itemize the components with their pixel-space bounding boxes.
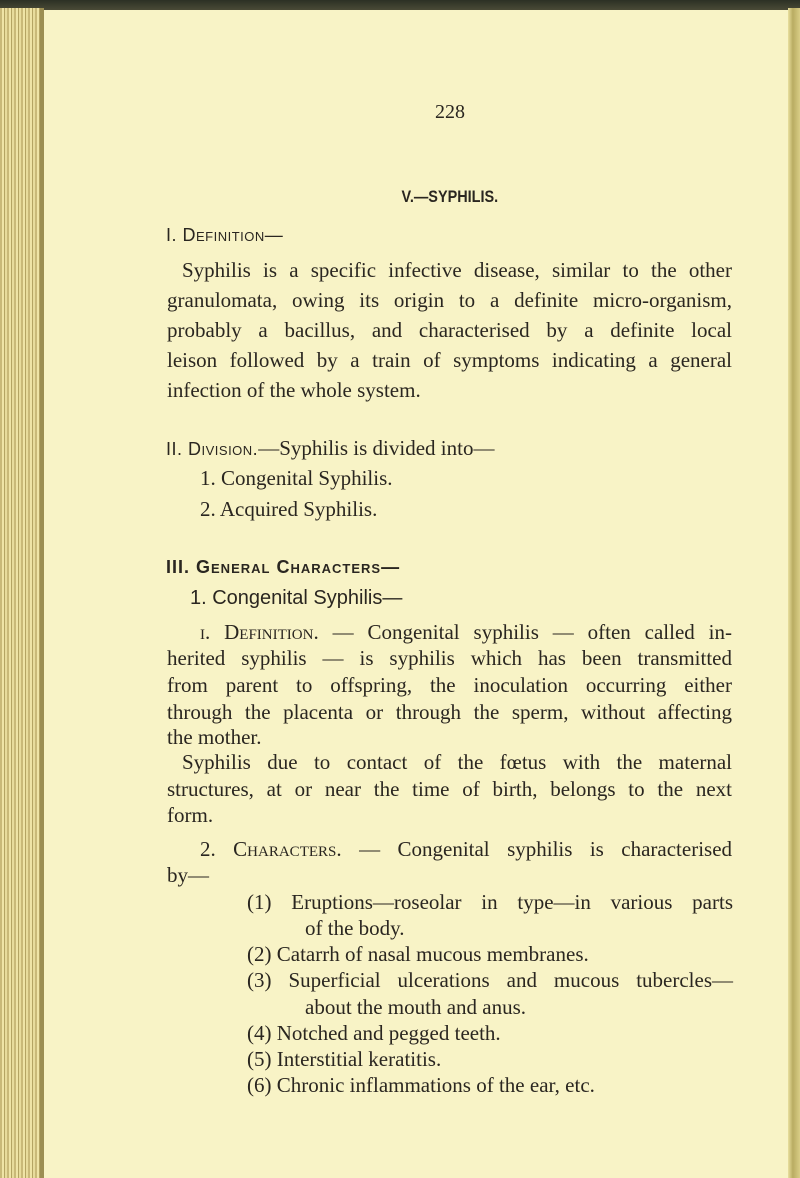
- section-heading-definition: I. Definition—: [166, 225, 284, 245]
- book-cover-edge: [0, 0, 800, 10]
- division-heading-rest: —Syphilis is divided into—: [258, 436, 495, 460]
- paragraph-line: structures, at or near the time of birth, belongs to the next: [167, 777, 732, 801]
- page-number: 228: [435, 101, 465, 123]
- characters-text: — Congenital syphilis is characterised: [359, 837, 733, 861]
- list-item: 1. Congenital Syphilis.: [200, 466, 393, 490]
- character-item-continuation: of the body.: [305, 916, 405, 940]
- item-number: (6): [247, 1073, 272, 1097]
- chapter-title: V.—SYPHILIS.: [401, 187, 499, 206]
- division-heading: II. Division.: [166, 439, 259, 459]
- item-text: Interstitial keratitis.: [276, 1047, 442, 1071]
- character-item: [247, 967, 733, 993]
- paragraph-line: through the placenta or through the sperm, without affecting: [167, 700, 732, 724]
- paragraph-line: Syphilis is a specific infective disease, similar to the other: [182, 258, 732, 282]
- paragraph-line: from parent to offspring, the inoculation occurring either: [167, 673, 732, 697]
- item-text: Chronic inflammations of the ear, etc.: [276, 1073, 595, 1097]
- paragraph-line: herited syphilis — is syphilis which has been transmitted: [167, 646, 732, 670]
- character-item: [247, 1020, 501, 1046]
- characters-label: 2. Characters.: [200, 837, 342, 861]
- paragraph-line: leison followed by a train of symptoms indicating a general: [167, 348, 732, 372]
- character-item: [247, 1046, 441, 1072]
- page-stack-edge: [0, 8, 42, 1178]
- character-item: [247, 889, 733, 915]
- item-number: (1): [247, 890, 272, 914]
- item-text: Notched and pegged teeth.: [276, 1021, 501, 1045]
- list-item: 2. Acquired Syphilis.: [200, 497, 378, 521]
- character-item-continuation: about the mouth and anus.: [305, 995, 527, 1019]
- paragraph-line: probably a bacillus, and characterised by a definite local: [167, 318, 732, 342]
- definition-label: i. Definition.: [200, 620, 319, 644]
- paragraph-line: granulomata, owing its origin to a definite micro-organism,: [167, 288, 732, 312]
- paragraph-line: form.: [167, 803, 214, 827]
- item-number: (2): [247, 942, 272, 966]
- item-number: (5): [247, 1047, 272, 1071]
- section-heading-division: [166, 435, 494, 462]
- subheading-congenital-syphilis: 1. Congenital Syphilis—: [190, 587, 403, 609]
- item-number: (4): [247, 1021, 272, 1045]
- character-item: [247, 1072, 595, 1098]
- character-item: [247, 941, 589, 967]
- paragraph-line: Syphilis due to contact of the fœtus with the maternal: [182, 750, 732, 774]
- paragraph-line: the mother.: [167, 725, 262, 749]
- item-text: Eruptions—roseolar in type—in various parts: [291, 890, 734, 914]
- item-number: (3): [247, 968, 272, 992]
- page-gutter: [40, 8, 44, 1178]
- paragraph-line: [200, 836, 732, 862]
- item-text: Catarrh of nasal mucous membranes.: [276, 942, 589, 966]
- definition-text: — Congenital syphilis — often called in-: [332, 620, 733, 644]
- item-text: Superficial ulcerations and mucous tubercles—: [288, 968, 734, 992]
- section-heading-general-characters: III. General Characters—: [166, 557, 401, 577]
- paragraph-line: by—: [167, 863, 209, 887]
- paragraph-line: infection of the whole system.: [167, 378, 421, 402]
- paragraph-line: [200, 619, 732, 645]
